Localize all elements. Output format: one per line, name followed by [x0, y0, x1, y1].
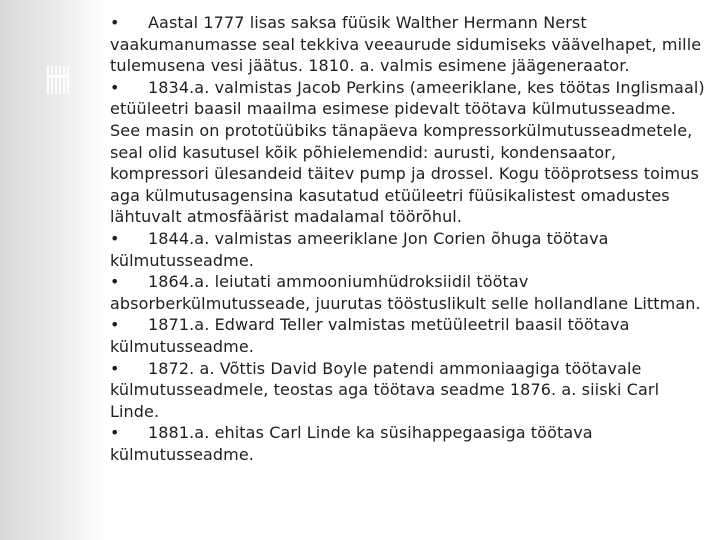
bullet-icon: •	[110, 228, 120, 248]
bullet-item	[110, 314, 710, 357]
left-decorative-band	[0, 0, 102, 540]
bullet-icon: •	[110, 358, 120, 378]
bullet-item	[110, 422, 710, 465]
bullet-text: 1871.a. Edward Teller valmistas metüüleetril baasil töötava külmutusseadme.	[110, 315, 630, 356]
bullet-item	[110, 228, 710, 271]
bullet-text: 1834.a. valmistas Jacob Perkins (ameeriklane, kes töötas Inglismaal) etüüleetri baasil maailma esimese pidevalt töötava külmutusseadme. See masin on prototüübiks tänapäeva kompressorkülmutusseadmetele, seal olid kasutusel kõik põhielemendid: aurusti, kondensaator, kompressori ülesandeid täitev pump ja drossel. Kogu tööprotsess toimus aga külmutusagensina kasutatud etüüleetri füüsikalistest omadustes lähtuvalt atmosfäärist madalamal töörõhul.	[110, 77, 705, 227]
bullet-text: Aastal 1777 lisas saksa füüsik Walther Hermann Nerst vaakumanumasse seal tekkiva veeaurude sidumiseks väävelhapet, mille tulemusena vesi jäätus. 1810. a. valmis esimene jäägeneraator.	[110, 13, 702, 76]
bullet-text: 1864.a. leiutati ammooniumhüdroksiidil töötav absorberkülmutusseade, juurutas tööstuslikult selle hollandlane Littman.	[110, 272, 701, 313]
bullet-text: 1872. a. Võttis David Boyle patendi ammoniaagiga töötavale külmutusseadmele, teostas aga töötava seadme 1876. a. siiski Carl Linde.	[110, 358, 660, 421]
bullet-icon: •	[110, 77, 120, 97]
bullet-text: 1881.a. ehitas Carl Linde ka süsihappegaasiga töötava külmutusseadme.	[110, 423, 593, 464]
bullet-icon: •	[110, 423, 120, 443]
bullet-icon: •	[110, 13, 120, 32]
bullet-item	[110, 77, 710, 228]
bullet-icon: •	[110, 315, 120, 335]
bullet-list	[110, 12, 710, 536]
logo-stripes-icon	[47, 66, 69, 94]
bullet-item	[110, 358, 710, 423]
bullet-text: 1844.a. valmistas ameeriklane Jon Corien õhuga töötava külmutusseadme.	[110, 228, 609, 270]
bullet-item	[110, 12, 710, 77]
bullet-item	[110, 271, 710, 314]
bullet-icon: •	[110, 272, 120, 292]
